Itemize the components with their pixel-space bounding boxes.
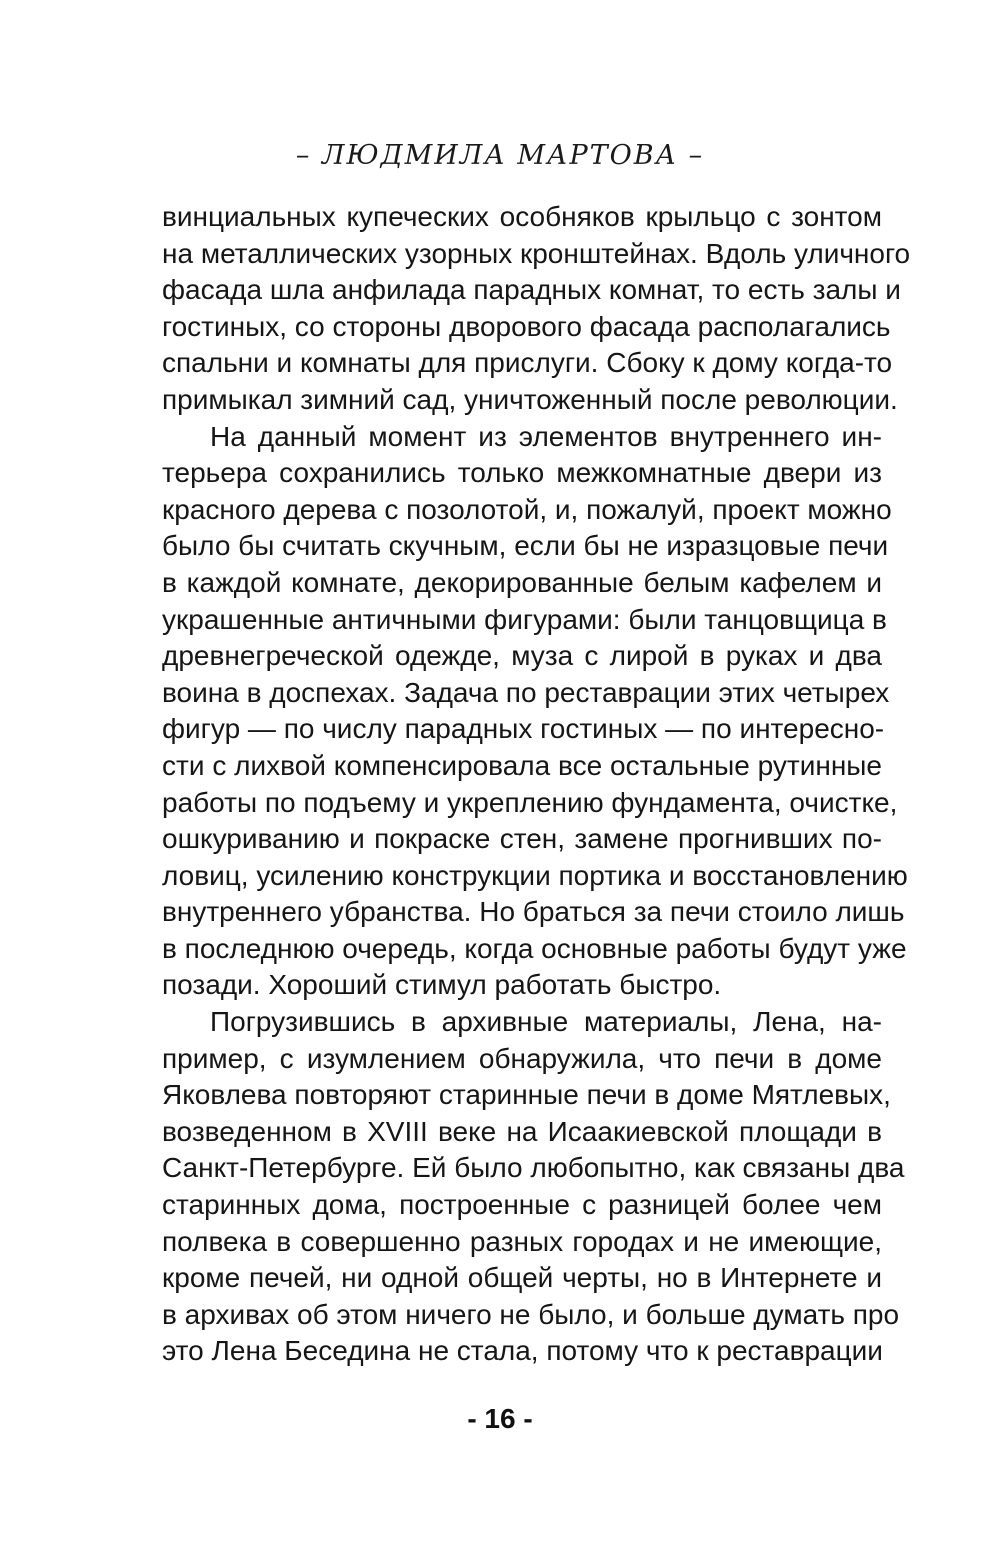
text-line: Погрузившись в архивные материалы, Лена, на- <box>210 1006 882 1038</box>
text-line: в последнюю очередь, когда основные работы будут уже <box>162 932 907 964</box>
text-line: винциальных купеческих особняков крыльцо с зонтом <box>162 201 882 232</box>
text-line: пример, с изумлением обнаружила, что печи в доме <box>162 1042 882 1074</box>
text-line: Санкт-Петербурге. Ей было любопытно, как связаны два <box>162 1152 905 1184</box>
text-line: ловиц, усилению конструкции портика и восстановлению <box>162 859 908 891</box>
text-line: это Лена Беседина не стала, потому что к реставрации <box>162 1335 883 1367</box>
text-line: в каждой комнате, декорированные белым кафелем и <box>162 566 882 598</box>
text-line: возведенном в XVIII веке на Исаакиевской площади в <box>162 1115 882 1147</box>
text-line: древнегреческой одежде, муза с лирой в руках и два <box>162 640 882 672</box>
text-line: терьера сохранились только межкомнатные двери из <box>162 457 882 489</box>
text-line: в архивах об этом ничего не было, и больше думать про <box>162 1298 900 1330</box>
text-line: примыкал зимний сад, уничтоженный после революции. <box>162 383 898 415</box>
text-line: старинных дома, построенные с разницей более чем <box>162 1189 882 1221</box>
text-line: спальни и комнаты для прислуги. Сбоку к дому когда-то <box>162 347 893 379</box>
body-text <box>162 199 911 1370</box>
text-line: кроме печей, ни одной общей черты, но в Интернете и <box>162 1262 882 1294</box>
text-line: фигур — по числу парадных гостиных — по интересно- <box>162 713 885 745</box>
text-line: было бы считать скучным, если бы не изразцовые печи <box>162 530 889 562</box>
text-line: позади. Хороший стимул работать быстро. <box>162 969 722 1001</box>
text-line: гостиных, со стороны дворового фасада располагались <box>162 310 891 342</box>
running-head: – ЛЮДМИЛА МАРТОВА – <box>295 140 705 171</box>
text-line: воина в доспехах. Задача по реставрации этих четырех <box>162 676 890 708</box>
text-line: работы по подъему и укреплению фундамента, очистке, <box>162 786 898 818</box>
text-line: на металлических узорных кронштейнах. Вдоль уличного <box>162 237 911 269</box>
text-line: ошкуриванию и покраске стен, замене прогнивших по- <box>162 823 882 855</box>
text-line: красного дерева с позолотой, и, пожалуй, проект можно <box>162 493 892 525</box>
page-number: - 16 - <box>467 1403 533 1434</box>
text-line: Яковлева повторяют старинные печи в доме Мятлевых, <box>162 1079 891 1111</box>
text-line: украшенные античными фигурами: были танцовщица в <box>162 603 887 635</box>
text-line: фасада шла анфилада парадных комнат, то есть залы и <box>162 274 901 306</box>
text-line: внутреннего убранства. Но браться за печи стоило лишь <box>162 896 905 928</box>
text-line: сти с лихвой компенсировала все остальные рутинные <box>162 749 882 781</box>
text-line: полвека в совершенно разных городах и не имеющие, <box>162 1225 882 1257</box>
text-line: На данный момент из элементов внутреннего ин- <box>210 420 882 452</box>
